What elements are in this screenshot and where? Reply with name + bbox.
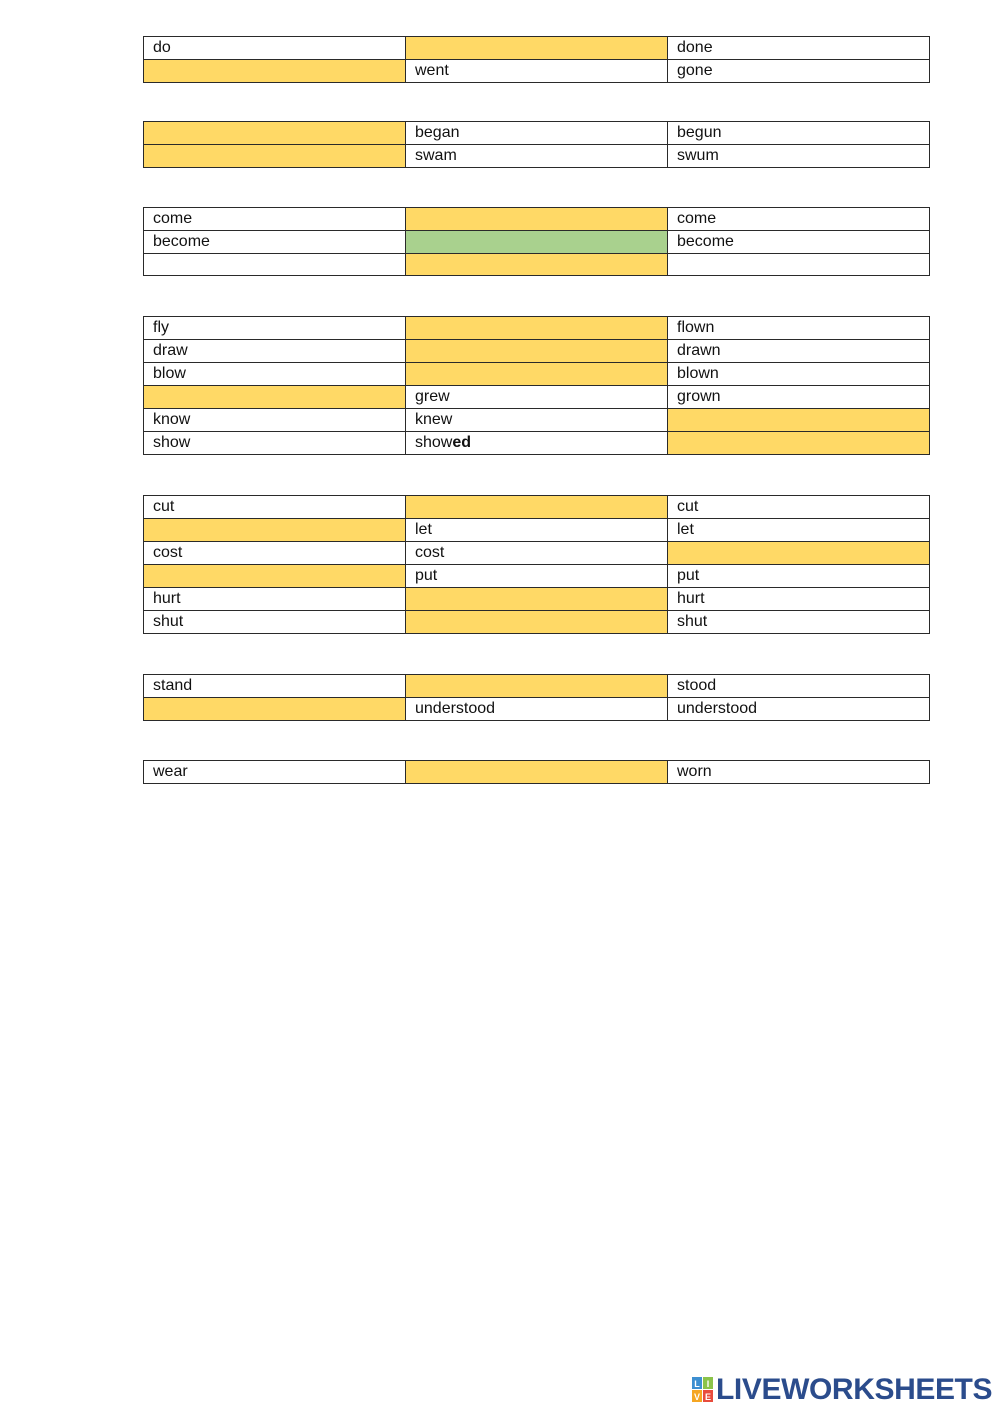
cell-past-participle: become (668, 231, 930, 254)
verb-table-1 (143, 36, 930, 83)
cell-text-bold-ending: ed (452, 434, 472, 451)
table-row (144, 542, 930, 565)
answer-cell-base-form[interactable] (144, 386, 406, 409)
table-row (144, 254, 930, 276)
cell-past-participle: hurt (668, 588, 930, 611)
cell-past-simple: understood (406, 698, 668, 721)
answer-cell-past-simple[interactable] (406, 254, 668, 276)
cell-base-form: shut (144, 611, 406, 634)
cell-past-participle: gone (668, 60, 930, 83)
cell-past-participle: flown (668, 317, 930, 340)
answer-cell-past-simple[interactable] (406, 588, 668, 611)
cell-base-form: hurt (144, 588, 406, 611)
answer-cell-past-simple[interactable] (406, 317, 668, 340)
cell-past-simple: put (406, 565, 668, 588)
cell-base-form: fly (144, 317, 406, 340)
verb-table-5 (143, 495, 930, 634)
answer-cell-past-simple[interactable] (406, 496, 668, 519)
answer-cell-past-simple[interactable] (406, 37, 668, 60)
cell-past-simple: went (406, 60, 668, 83)
answer-cell-past-participle[interactable] (668, 432, 930, 455)
cell-past-participle: understood (668, 698, 930, 721)
answer-cell-base-form[interactable] (144, 145, 406, 168)
cell-base-form: cut (144, 496, 406, 519)
answer-cell-past-participle[interactable] (668, 542, 930, 565)
table-row (144, 386, 930, 409)
answer-cell-base-form[interactable] (144, 519, 406, 542)
cell-past-participle: cut (668, 496, 930, 519)
liveworksheets-logo-text: LIVEWORKSHEETS (716, 1373, 993, 1406)
table-row (144, 340, 930, 363)
answer-cell-past-simple-active[interactable] (406, 231, 668, 254)
verb-table-4 (143, 316, 930, 455)
cell-base-form: draw (144, 340, 406, 363)
answer-cell-base-form[interactable] (144, 60, 406, 83)
verb-table-6 (143, 674, 930, 721)
cell-past-participle: begun (668, 122, 930, 145)
cell-base-form: do (144, 37, 406, 60)
verb-table-7 (143, 760, 930, 784)
answer-cell-past-simple[interactable] (406, 208, 668, 231)
cell-base-form: stand (144, 675, 406, 698)
answer-cell-base-form[interactable] (144, 565, 406, 588)
svg-text:E: E (704, 1392, 712, 1402)
liveworksheets-logo-icon (692, 1377, 714, 1403)
table-row (144, 432, 930, 455)
table-row (144, 588, 930, 611)
cell-base-form: wear (144, 761, 406, 784)
cell-past-participle-empty (668, 254, 930, 276)
answer-cell-past-simple[interactable] (406, 340, 668, 363)
cell-past-simple: cost (406, 542, 668, 565)
table-row (144, 231, 930, 254)
answer-cell-past-simple[interactable] (406, 363, 668, 386)
svg-text:L: L (694, 1379, 700, 1389)
cell-base-form: show (144, 432, 406, 455)
table-row (144, 363, 930, 386)
cell-base-form: become (144, 231, 406, 254)
answer-cell-base-form[interactable] (144, 698, 406, 721)
table-row (144, 698, 930, 721)
cell-past-simple: knew (406, 409, 668, 432)
cell-past-participle: put (668, 565, 930, 588)
cell-base-form: blow (144, 363, 406, 386)
cell-past-participle: blown (668, 363, 930, 386)
svg-text:I: I (706, 1379, 710, 1389)
answer-cell-past-simple[interactable] (406, 675, 668, 698)
cell-base-form: know (144, 409, 406, 432)
cell-past-participle: swum (668, 145, 930, 168)
table-row (144, 611, 930, 634)
cell-past-simple: swam (406, 145, 668, 168)
svg-text:V: V (693, 1392, 701, 1402)
cell-past-participle: stood (668, 675, 930, 698)
table-row (144, 145, 930, 168)
table-row (144, 496, 930, 519)
cell-past-participle: shut (668, 611, 930, 634)
table-row (144, 37, 930, 60)
cell-past-simple (406, 432, 668, 455)
cell-past-participle: done (668, 37, 930, 60)
cell-past-participle: worn (668, 761, 930, 784)
cell-past-simple: grew (406, 386, 668, 409)
answer-cell-past-participle[interactable] (668, 409, 930, 432)
liveworksheets-logo (692, 1375, 992, 1405)
cell-past-simple: began (406, 122, 668, 145)
cell-text-stem: show (415, 434, 453, 451)
table-row (144, 409, 930, 432)
table-row (144, 675, 930, 698)
answer-cell-past-simple[interactable] (406, 761, 668, 784)
answer-cell-past-simple[interactable] (406, 611, 668, 634)
table-row (144, 208, 930, 231)
table-row (144, 122, 930, 145)
cell-base-form: come (144, 208, 406, 231)
cell-base-form: cost (144, 542, 406, 565)
cell-past-participle: let (668, 519, 930, 542)
cell-past-participle: come (668, 208, 930, 231)
table-row (144, 60, 930, 83)
table-row (144, 565, 930, 588)
cell-base-form-empty (144, 254, 406, 276)
table-row (144, 317, 930, 340)
cell-past-simple: let (406, 519, 668, 542)
verb-table-3 (143, 207, 930, 276)
table-row (144, 761, 930, 784)
answer-cell-base-form[interactable] (144, 122, 406, 145)
cell-past-participle: drawn (668, 340, 930, 363)
verb-table-2 (143, 121, 930, 168)
table-row (144, 519, 930, 542)
cell-past-participle: grown (668, 386, 930, 409)
